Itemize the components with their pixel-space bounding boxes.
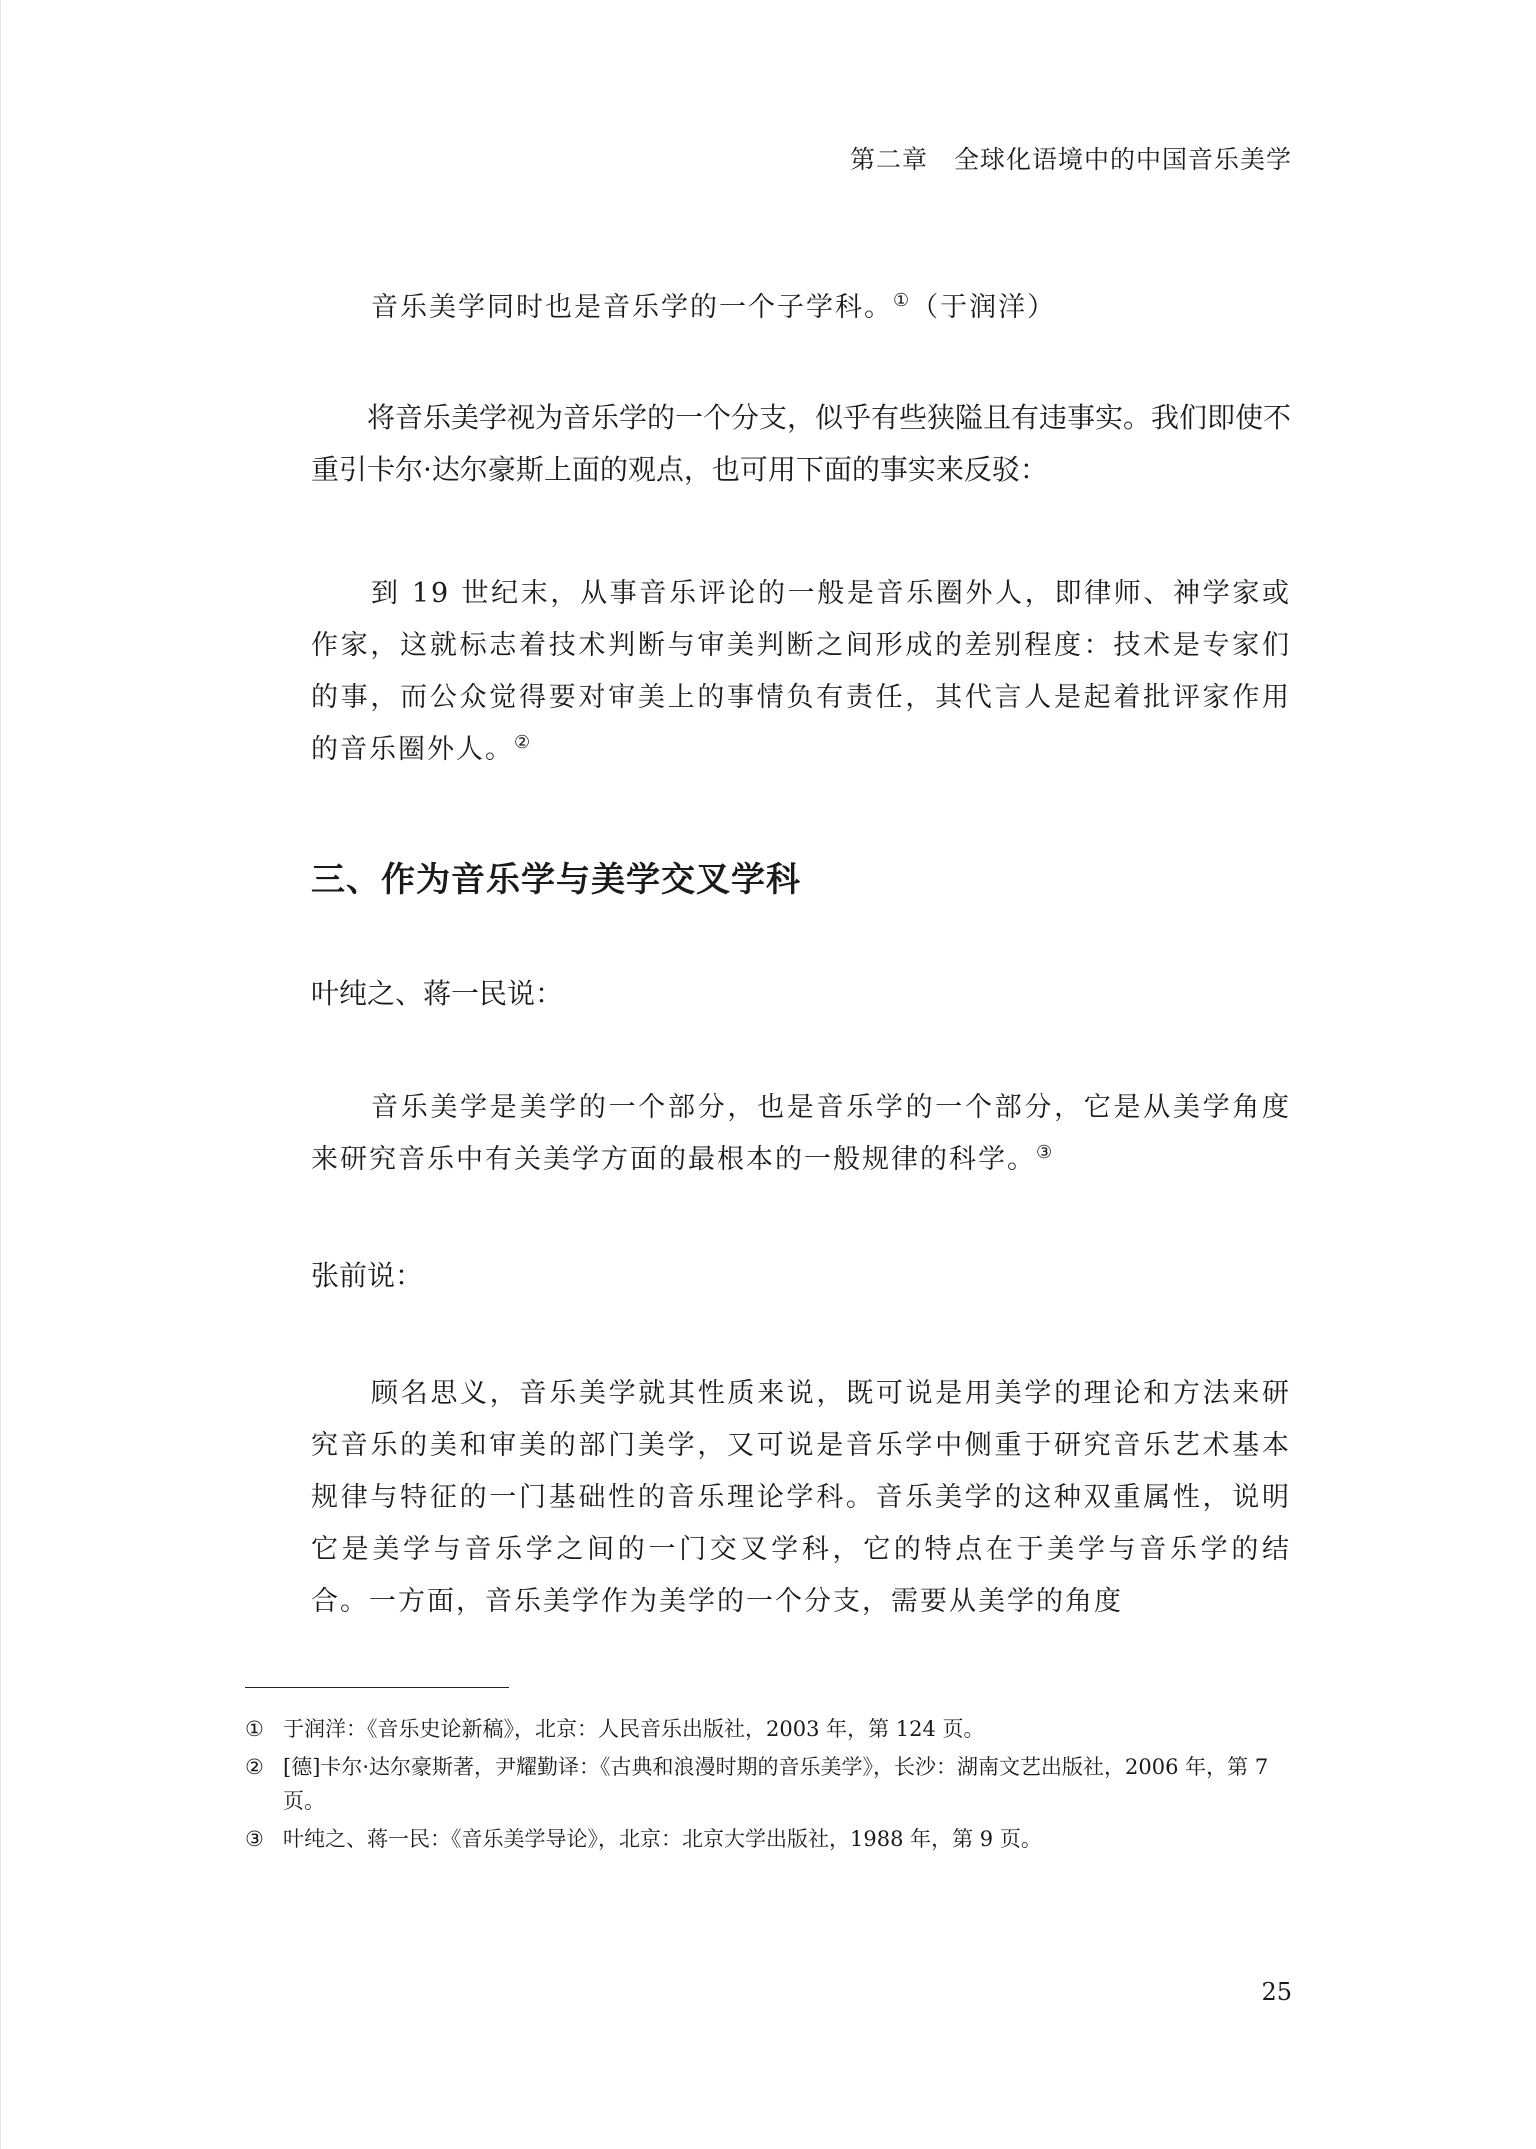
block-quote-dahlhaus [311,568,1291,776]
footnote-mark: ③ [245,1827,264,1851]
footnote-1 [245,1712,1293,1746]
footnote-2 [245,1750,1293,1818]
footnote-ref-1[interactable]: ① [893,290,912,311]
running-head: 第二章 全球化语境中的中国音乐美学 [849,145,1292,174]
footnote-mark: ② [245,1755,264,1779]
footnote-ref-3[interactable]: ③ [1036,1142,1055,1163]
footnote-3 [245,1822,1293,1856]
footnote-ref-2[interactable]: ② [514,732,533,753]
footnote-divider [245,1687,509,1688]
page-number: 25 [1261,1978,1292,2006]
quote-text: 到 19 世纪末，从事音乐评论的一般是音乐圈外人，即律师、神学家或作家，这就标志着技术判断与审美判断之间形成的差别程度：技术是专家们的事，而公众觉得要对审美上的事情负有责任，其代言人是起着批评家作用的音乐圈外人。 [311,578,1291,765]
block-quote-zhang [311,1368,1291,1628]
quote-text: 音乐美学是美学的一个部分，也是音乐学的一个部分，它是从美学角度来研究音乐中有关美学方面的最根本的一般规律的科学。 [311,1092,1291,1175]
intro-zhang: 张前说： [311,1259,424,1292]
section-heading: 三、作为音乐学与美学交叉学科 [311,860,801,900]
footnote-text: [德]卡尔·达尔豪斯著，尹耀勤译：《古典和浪漫时期的音乐美学》，长沙：湖南文艺出版社，2006 年，第 7 页。 [283,1755,1269,1813]
intro-ye-jiang: 叶纯之、蒋一民说： [311,977,564,1010]
quote-attribution: （于润洋） [911,292,1057,323]
footnote-mark: ① [245,1717,264,1741]
body-paragraph-1: 将音乐美学视为音乐学的一个分支，似乎有些狭隘且有违事实。我们即使不重引卡尔·达尔豪斯上面的观点，也可用下面的事实来反驳： [311,401,1292,486]
block-quote-yu [311,282,1291,334]
footnote-text: 于润洋：《音乐史论新稿》，北京：人民音乐出版社，2003 年，第 124 页。 [283,1717,985,1741]
quote-text: 音乐美学同时也是音乐学的一个子学科。 [371,292,893,323]
block-quote-ye-jiang [311,1082,1291,1186]
quote-text: 顾名思义，音乐美学就其性质来说，既可说是用美学的理论和方法来研究音乐的美和审美的部门美学，又可说是音乐学中侧重于研究音乐艺术基本规律与特征的一门基础性的音乐理论学科。音乐美学的这种双重属性，说明它是美学与音乐学之间的一门交叉学科，它的特点在于美学与音乐学的结合。一方面，音乐美学作为美学的一个分支，需要从美学的角度 [311,1378,1291,1617]
footnote-text: 叶纯之、蒋一民：《音乐美学导论》，北京：北京大学出版社，1988 年，第 9 页。 [283,1827,1042,1851]
footnotes [245,1712,1293,1860]
